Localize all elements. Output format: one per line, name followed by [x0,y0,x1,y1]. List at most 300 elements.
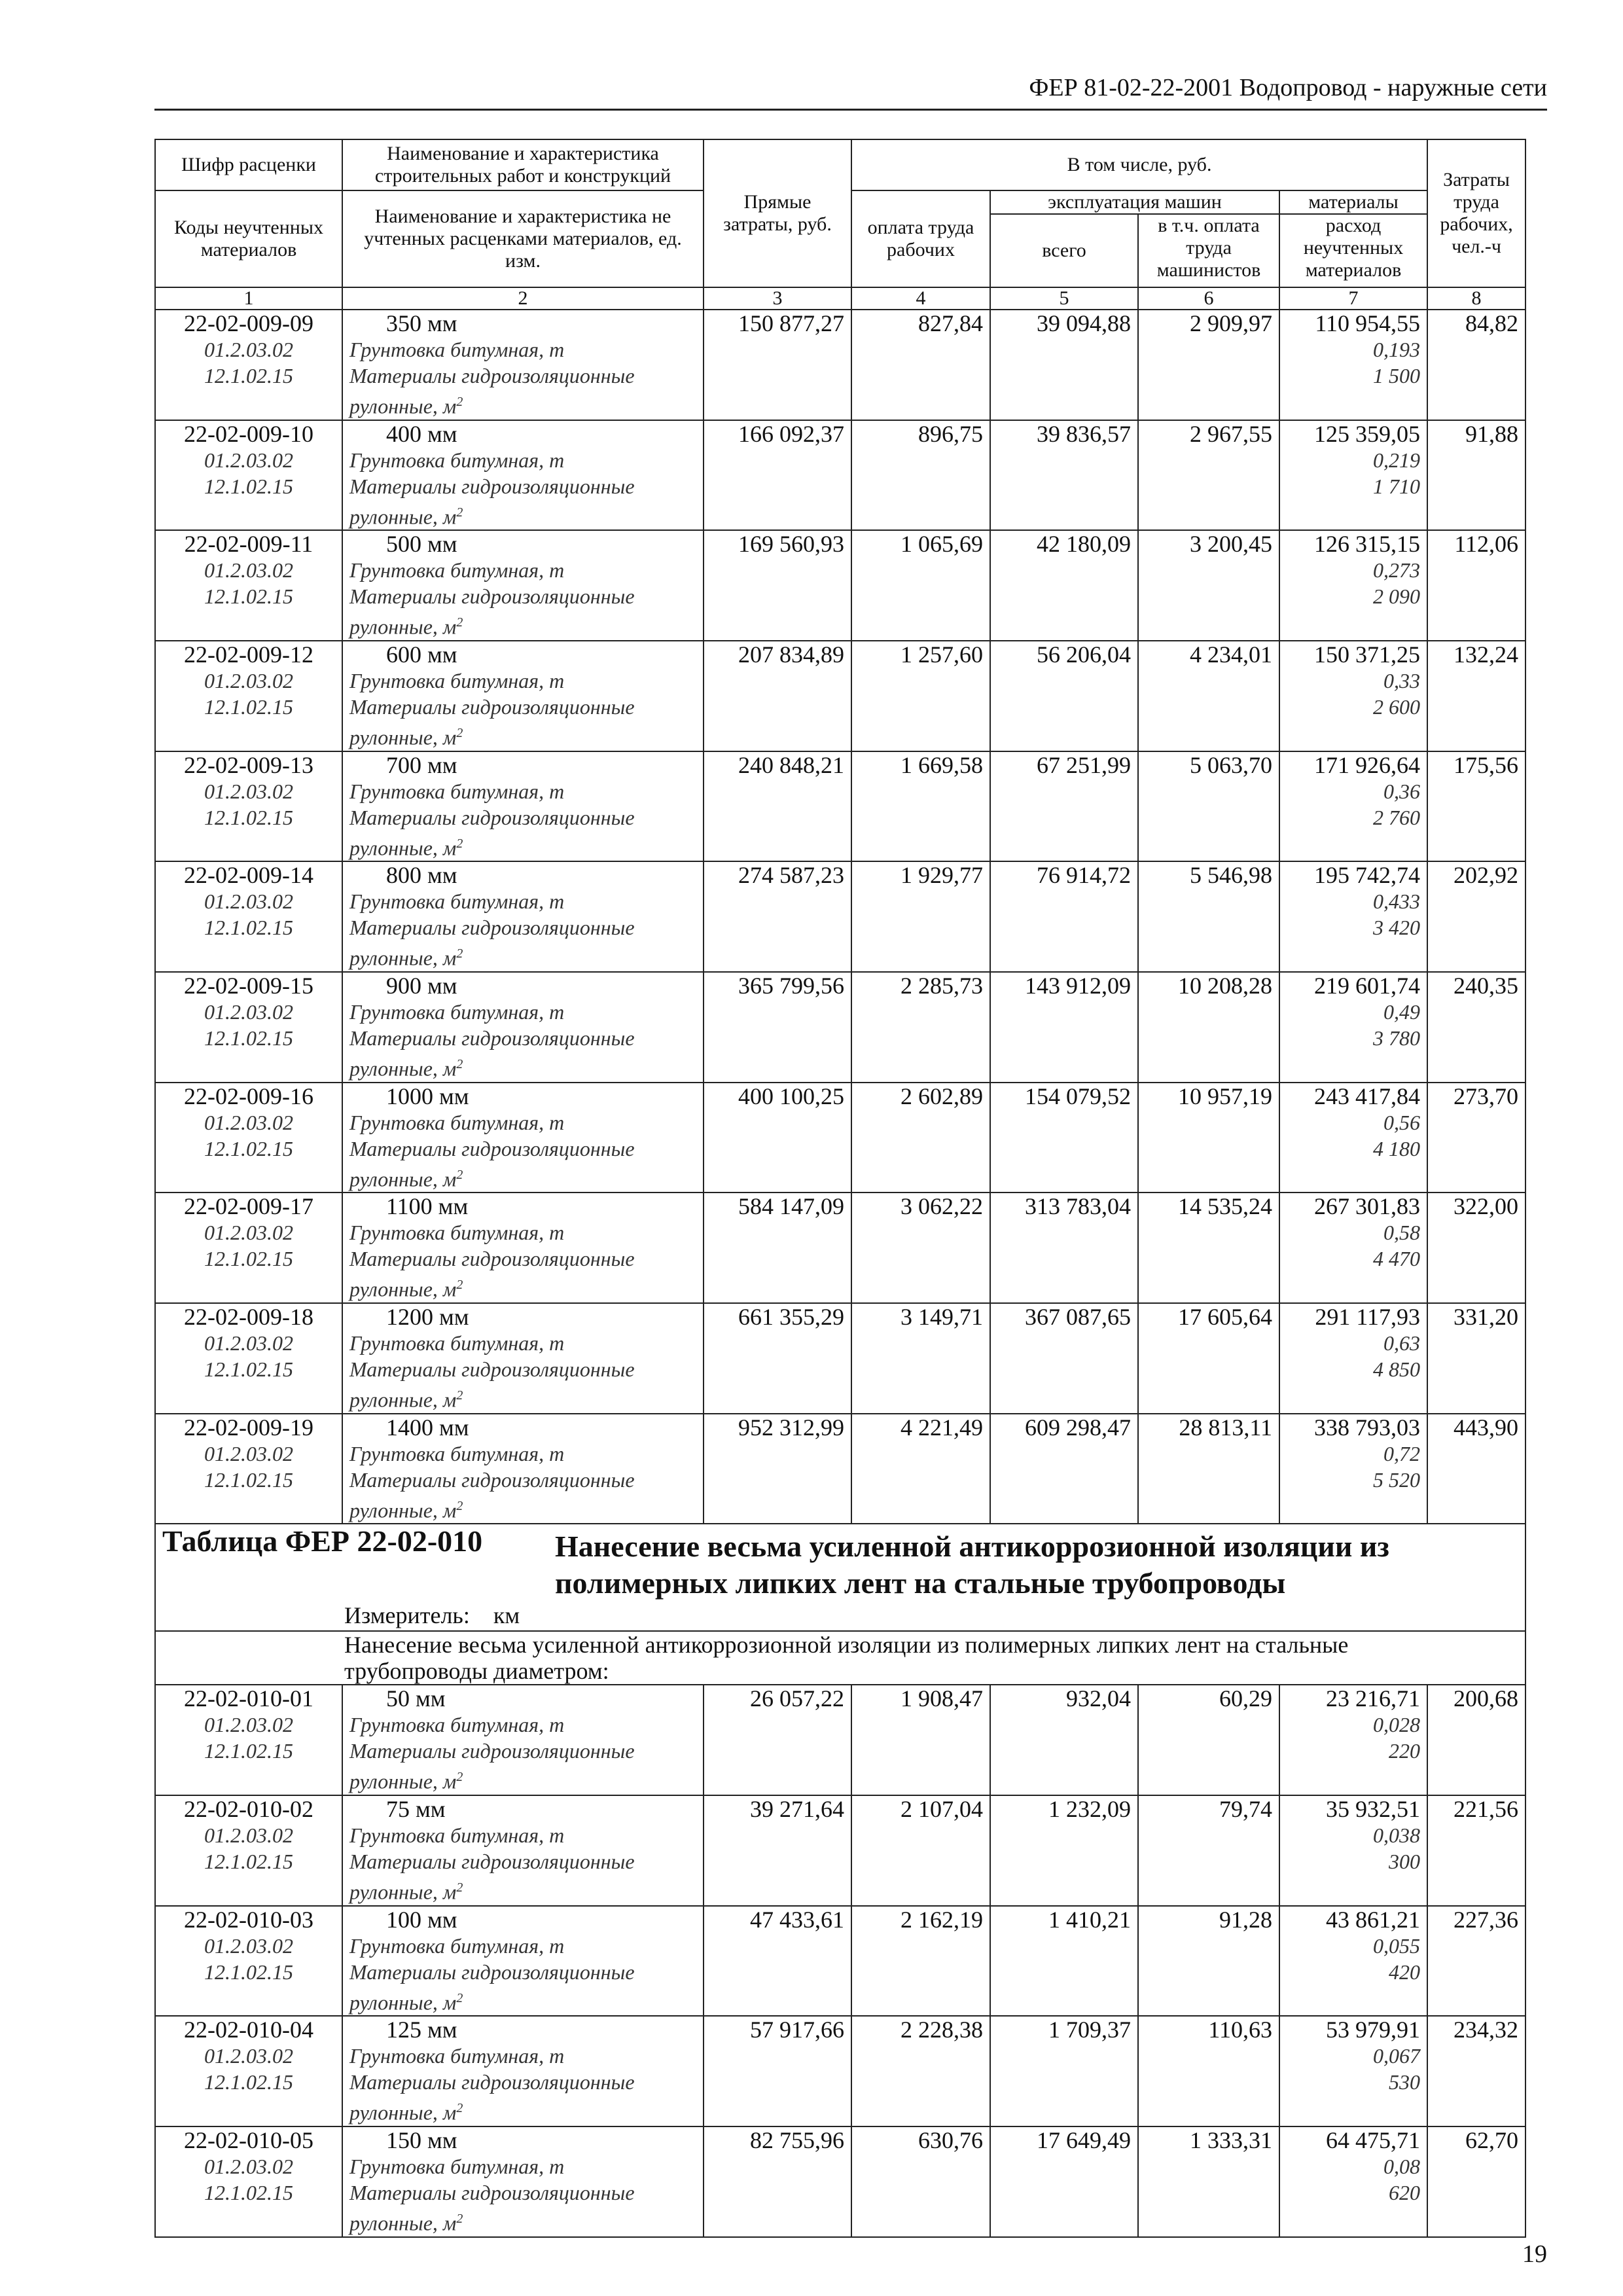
name-cell [342,972,704,1083]
pipe-diameter: 50 мм [386,1685,446,1712]
direct-costs: 952 312,99 [704,1414,851,1524]
bitumen-quantity: 0,36 [1383,779,1421,803]
materials-cost: 243 417,84 [1314,1083,1421,1109]
labor-hours: 322,00 [1427,1193,1525,1303]
table-row [155,530,1525,641]
roll-quantity: 1 500 [1373,364,1421,387]
machinists-pay: 5 546,98 [1138,861,1279,972]
machines-total: 39 094,88 [990,310,1138,420]
column-number: 4 [851,287,990,310]
materials-cell [1279,861,1427,972]
labor-pay: 1 669,58 [851,751,990,862]
code-cell [155,420,342,531]
material-name-unit: рулонные, $м^2$ [349,1769,463,1793]
machines-total: 39 836,57 [990,420,1138,531]
bitumen-quantity: 0,08 [1383,2154,1421,2178]
materials-cost: 338 793,03 [1314,1414,1421,1441]
material-name: Грунтовка битумная, т [349,558,565,583]
labor-hours: 227,36 [1427,1906,1525,2017]
name-cell [342,861,704,972]
material-name: Материалы гидроизоляционные [349,1136,635,1160]
page-number: 19 [1522,2240,1547,2268]
material-code: 12.1.02.15 [204,364,293,387]
table-row [155,2126,1525,2237]
roll-quantity: 420 [1389,1960,1421,1984]
materials-cost: 64 475,71 [1326,2126,1421,2153]
material-name: Материалы гидроизоляционные [349,364,635,387]
direct-costs: 365 799,56 [704,972,851,1083]
labor-hours: 175,56 [1427,751,1525,862]
material-name-unit: рулонные, $м^2$ [349,2100,463,2125]
material-name: Грунтовка битумная, т [349,1933,565,1958]
table-010-title-line2: полимерных липких лент на стальные трубопроводы [555,1566,1286,1600]
roll-quantity: 220 [1389,1739,1421,1763]
rate-code: 22-02-009-16 [184,1083,313,1109]
pipe-diameter: 400 мм [386,420,457,447]
materials-cost: 126 315,15 [1314,531,1421,558]
material-name: Материалы гидроизоляционные [349,1026,635,1050]
material-name: Материалы гидроизоляционные [349,916,635,940]
labor-pay: 2 285,73 [851,972,990,1083]
direct-costs: 274 587,23 [704,861,851,972]
pipe-diameter: 900 мм [386,972,457,999]
material-name-unit: рулонные, $м^2$ [349,1990,463,2015]
bitumen-quantity: 0,038 [1373,1823,1421,1847]
rate-code: 22-02-009-17 [184,1193,313,1220]
material-code: 01.2.03.02 [204,558,293,583]
material-code: 12.1.02.15 [204,1357,293,1381]
materials-cell [1279,1795,1427,1906]
machinists-pay: 5 063,70 [1138,751,1279,862]
header-materials-consumption: расход неучтенных материалов [1279,214,1427,287]
material-name: Грунтовка битумная, т [349,1823,565,1847]
header-code: Шифр расценки [155,139,342,190]
code-cell [155,1303,342,1414]
pipe-diameter: 150 мм [386,2126,457,2153]
roll-quantity: 3 420 [1373,916,1421,940]
labor-hours: 62,70 [1427,2126,1525,2237]
name-cell [342,310,704,420]
material-code: 12.1.02.15 [204,1026,293,1050]
machinists-pay: 60,29 [1138,1685,1279,1795]
name-cell [342,1685,704,1795]
material-code: 12.1.02.15 [204,694,293,719]
machines-total: 143 912,09 [990,972,1138,1083]
material-code: 12.1.02.15 [204,916,293,940]
bitumen-quantity: 0,33 [1383,668,1421,692]
table-row [155,1685,1525,1795]
labor-hours: 200,68 [1427,1685,1525,1795]
labor-hours: 234,32 [1427,2016,1525,2126]
pipe-diameter: 500 мм [386,531,457,558]
material-code: 12.1.02.15 [204,1960,293,1984]
machinists-pay: 2 909,97 [1138,310,1279,420]
material-name: Материалы гидроизоляционные [349,1247,635,1271]
labor-pay: 1 257,60 [851,641,990,751]
name-cell [342,2016,704,2126]
material-code: 01.2.03.02 [204,2154,293,2178]
labor-hours: 112,06 [1427,530,1525,641]
table-row [155,310,1525,420]
rate-code: 22-02-009-18 [184,1303,313,1330]
roll-quantity: 4 850 [1373,1357,1421,1381]
table-body-010 [155,1685,1525,2236]
direct-costs: 57 917,66 [704,2016,851,2126]
pipe-diameter: 75 мм [386,1795,446,1822]
header-direct-costs: Прямые затраты, руб. [704,139,851,287]
machines-total: 17 649,49 [990,2126,1138,2237]
table-010-description-line1: Нанесение весьма усиленной антикоррозионной изоляции из полимерных липких лент на стальные [344,1632,1349,1659]
rate-code: 22-02-009-14 [184,862,313,889]
materials-cost: 195 742,74 [1314,862,1421,889]
pipe-diameter: 700 мм [386,751,457,778]
table-row [155,641,1525,751]
machines-total: 56 206,04 [990,641,1138,751]
material-name-unit: рулонные, $м^2$ [349,1056,463,1081]
name-cell [342,1414,704,1524]
material-code: 01.2.03.02 [204,1933,293,1958]
material-name: Грунтовка битумная, т [349,999,565,1024]
materials-cost: 43 861,21 [1326,1906,1421,1933]
code-cell [155,972,342,1083]
material-code: 01.2.03.02 [204,1441,293,1465]
machines-total: 42 180,09 [990,530,1138,641]
header-labor: Затраты труда рабочих, чел.-ч [1427,139,1525,287]
roll-quantity: 620 [1389,2180,1421,2204]
material-name: Материалы гидроизоляционные [349,1739,635,1763]
material-code: 12.1.02.15 [204,584,293,609]
labor-pay: 896,75 [851,420,990,531]
machines-total: 609 298,47 [990,1414,1138,1524]
direct-costs: 150 877,27 [704,310,851,420]
labor-hours: 273,70 [1427,1083,1525,1193]
code-cell [155,1083,342,1193]
material-name: Материалы гидроизоляционные [349,2180,635,2204]
code-cell [155,2126,342,2237]
rate-code: 22-02-010-02 [184,1795,313,1822]
direct-costs: 661 355,29 [704,1303,851,1414]
labor-pay: 1 065,69 [851,530,990,641]
materials-cell [1279,641,1427,751]
materials-cell [1279,1303,1427,1414]
material-name: Грунтовка битумная, т [349,1441,565,1465]
header-machines-total: всего [990,214,1138,287]
rate-code: 22-02-009-13 [184,751,313,778]
labor-pay: 2 162,19 [851,1906,990,2017]
material-code: 01.2.03.02 [204,1823,293,1847]
material-code: 12.1.02.15 [204,2180,293,2204]
pipe-diameter: 800 мм [386,862,457,889]
roll-quantity: 3 780 [1373,1026,1421,1050]
materials-cost: 23 216,71 [1326,1685,1421,1712]
table-row [155,1303,1525,1414]
header-labor-pay: оплата труда рабочих [851,190,990,287]
material-name: Материалы гидроизоляционные [349,1960,635,1984]
table-row [155,1193,1525,1303]
direct-costs: 240 848,21 [704,751,851,862]
material-name-unit: рулонные, $м^2$ [349,1498,463,1522]
material-code: 12.1.02.15 [204,1739,293,1763]
machinists-pay: 79,74 [1138,1795,1279,1906]
name-cell [342,2126,704,2237]
material-name-unit: рулонные, $м^2$ [349,615,463,639]
pipe-diameter: 1200 мм [386,1303,469,1330]
material-code: 01.2.03.02 [204,1110,293,1134]
pipe-diameter: 600 мм [386,641,457,668]
code-cell [155,751,342,862]
machinists-pay: 110,63 [1138,2016,1279,2126]
materials-cost: 53 979,91 [1326,2017,1421,2043]
bitumen-quantity: 0,72 [1383,1441,1421,1465]
materials-cell [1279,2126,1427,2237]
materials-cost: 267 301,83 [1314,1193,1421,1220]
material-name-unit: рулонные, $м^2$ [349,836,463,860]
labor-pay: 2 602,89 [851,1083,990,1193]
pipe-diameter: 125 мм [386,2017,457,2043]
material-name: Грунтовка битумная, т [349,668,565,692]
material-code: 01.2.03.02 [204,1713,293,1737]
materials-cost: 35 932,51 [1326,1795,1421,1822]
machines-total: 313 783,04 [990,1193,1138,1303]
materials-cost: 150 371,25 [1314,641,1421,668]
header-material-codes: Коды неучтенных материалов [155,190,342,287]
rate-code: 22-02-009-19 [184,1414,313,1441]
name-cell [342,1906,704,2017]
bitumen-quantity: 0,58 [1383,1221,1421,1245]
bitumen-quantity: 0,56 [1383,1110,1421,1134]
material-name-unit: рулонные, $м^2$ [349,946,463,970]
name-cell [342,1193,704,1303]
name-cell [342,530,704,641]
material-name: Материалы гидроизоляционные [349,1357,635,1381]
code-cell [155,641,342,751]
direct-costs: 207 834,89 [704,641,851,751]
roll-quantity: 4 470 [1373,1247,1421,1271]
name-cell [342,1083,704,1193]
material-code: 01.2.03.02 [204,448,293,472]
bitumen-quantity: 0,433 [1373,889,1421,914]
materials-cell [1279,530,1427,641]
machinists-pay: 91,28 [1138,1906,1279,2017]
name-cell [342,641,704,751]
materials-cell [1279,2016,1427,2126]
material-name: Материалы гидроизоляционные [349,694,635,719]
materials-cost: 125 359,05 [1314,420,1421,447]
table-row [155,1414,1525,1524]
material-code: 01.2.03.02 [204,889,293,914]
roll-quantity: 5 520 [1373,1467,1421,1492]
labor-hours: 84,82 [1427,310,1525,420]
document-header: ФЕР 81-02-22-2001 Водопровод - наружные сети [1029,74,1547,101]
material-code: 01.2.03.02 [204,1221,293,1245]
bitumen-quantity: 0,273 [1373,558,1421,583]
material-name: Грунтовка битумная, т [349,779,565,803]
material-name: Грунтовка битумная, т [349,2044,565,2068]
rate-code: 22-02-010-05 [184,2126,313,2153]
machines-total: 932,04 [990,1685,1138,1795]
materials-cell [1279,1906,1427,2017]
machines-total: 1 410,21 [990,1906,1138,2017]
bitumen-quantity: 0,067 [1373,2044,1421,2068]
roll-quantity: 2 760 [1373,805,1421,829]
rate-code: 22-02-010-03 [184,1906,313,1933]
labor-hours: 221,56 [1427,1795,1525,1906]
material-code: 12.1.02.15 [204,474,293,498]
material-name-unit: рулонные, $м^2$ [349,1880,463,1904]
column-number: 5 [990,287,1138,310]
materials-cost: 291 117,93 [1315,1303,1421,1330]
column-number: 8 [1427,287,1525,310]
machinists-pay: 14 535,24 [1138,1193,1279,1303]
material-name: Материалы гидроизоляционные [349,474,635,498]
labor-pay: 2 107,04 [851,1795,990,1906]
material-name: Грунтовка битумная, т [349,1331,565,1355]
materials-cost: 110 954,55 [1315,310,1421,336]
rate-code: 22-02-010-01 [184,1685,313,1712]
name-cell [342,420,704,531]
material-name: Грунтовка битумная, т [349,2154,565,2178]
material-name: Грунтовка битумная, т [349,1713,565,1737]
code-cell [155,1414,342,1524]
pipe-diameter: 350 мм [386,310,457,336]
direct-costs: 82 755,96 [704,2126,851,2237]
machinists-pay: 3 200,45 [1138,530,1279,641]
labor-hours: 91,88 [1427,420,1525,531]
bitumen-quantity: 0,055 [1373,1933,1421,1958]
roll-quantity: 2 090 [1373,584,1421,609]
code-cell [155,530,342,641]
material-code: 01.2.03.02 [204,2044,293,2068]
machines-total: 1 232,09 [990,1795,1138,1906]
material-code: 01.2.03.02 [204,1331,293,1355]
table-row [155,1906,1525,2017]
material-name: Грунтовка битумная, т [349,448,565,472]
header-material-names: Наименование и характеристика не учтенных расценками материалов, ед. изм. [342,190,704,287]
table-010-heading [155,1524,1525,1685]
header-work-name: Наименование и характеристика строительных работ и конструкций [342,139,704,190]
labor-hours: 240,35 [1427,972,1525,1083]
materials-cost: 219 601,74 [1314,972,1421,999]
labor-hours: 331,20 [1427,1303,1525,1414]
table-row [155,1083,1525,1193]
materials-cell [1279,1083,1427,1193]
machinists-pay: 10 208,28 [1138,972,1279,1083]
material-code: 01.2.03.02 [204,338,293,361]
material-code: 12.1.02.15 [204,1849,293,1873]
materials-cost: 171 926,64 [1314,751,1421,778]
material-name: Материалы гидроизоляционные [349,2070,635,2094]
rate-code: 22-02-009-11 [184,531,313,558]
material-code: 12.1.02.15 [204,1247,293,1271]
material-name: Грунтовка битумная, т [349,338,565,361]
labor-pay: 2 228,38 [851,2016,990,2126]
direct-costs: 169 560,93 [704,530,851,641]
rate-code: 22-02-009-12 [184,641,313,668]
code-cell [155,861,342,972]
materials-cell [1279,751,1427,862]
direct-costs: 47 433,61 [704,1906,851,2017]
code-cell [155,1685,342,1795]
column-number: 1 [155,287,342,310]
material-code: 01.2.03.02 [204,779,293,803]
material-name-unit: рулонные, $м^2$ [349,1167,463,1191]
machinists-pay: 28 813,11 [1138,1414,1279,1524]
roll-quantity: 530 [1389,2070,1421,2094]
header-machines: эксплуатация машин [990,190,1279,214]
direct-costs: 166 092,37 [704,420,851,531]
column-number: 3 [704,287,851,310]
material-code: 12.1.02.15 [204,805,293,829]
measure-unit: км [493,1602,520,1629]
labor-pay: 4 221,49 [851,1414,990,1524]
material-name: Материалы гидроизоляционные [349,805,635,829]
material-name-unit: рулонные, $м^2$ [349,1388,463,1412]
bitumen-quantity: 0,49 [1383,999,1421,1024]
table-010-title-line1: Нанесение весьма усиленной антикоррозионной изоляции из [555,1530,1389,1564]
material-name: Материалы гидроизоляционные [349,1849,635,1873]
name-cell [342,1303,704,1414]
direct-costs: 400 100,25 [704,1083,851,1193]
material-name-unit: рулонные, $м^2$ [349,725,463,749]
materials-cell [1279,972,1427,1083]
direct-costs: 26 057,22 [704,1685,851,1795]
code-cell [155,1193,342,1303]
machines-total: 367 087,65 [990,1303,1138,1414]
labor-pay: 1 929,77 [851,861,990,972]
roll-quantity: 2 600 [1373,694,1421,719]
pipe-diameter: 1000 мм [386,1083,469,1109]
header-materials: материалы [1279,190,1427,214]
table-header [155,139,1525,310]
materials-cell [1279,310,1427,420]
machinists-pay: 2 967,55 [1138,420,1279,531]
machinists-pay: 10 957,19 [1138,1083,1279,1193]
table-row [155,420,1525,531]
table-body-009 [155,310,1525,1524]
table-row [155,972,1525,1083]
table-row [155,1795,1525,1906]
column-number: 2 [342,287,704,310]
material-code: 12.1.02.15 [204,2070,293,2094]
labor-pay: 1 908,47 [851,1685,990,1795]
rate-code: 22-02-010-04 [184,2017,313,2043]
rate-code: 22-02-009-10 [184,420,313,447]
name-cell [342,751,704,862]
header-including: В том числе, руб. [851,139,1427,190]
code-cell [155,310,342,420]
machines-total: 67 251,99 [990,751,1138,862]
materials-cell [1279,420,1427,531]
labor-hours: 443,90 [1427,1414,1525,1524]
material-code: 12.1.02.15 [204,1136,293,1160]
labor-hours: 132,24 [1427,641,1525,751]
column-number: 7 [1279,287,1427,310]
material-name-unit: рулонные, $м^2$ [349,2211,463,2235]
header-machinists-pay: в т.ч. оплата труда машинистов [1138,214,1279,287]
pipe-diameter: 1100 мм [386,1193,469,1220]
roll-quantity: 4 180 [1373,1136,1421,1160]
material-name: Грунтовка битумная, т [349,1221,565,1245]
rate-code: 22-02-009-09 [184,310,313,336]
material-name: Грунтовка битумная, т [349,1110,565,1134]
bitumen-quantity: 0,63 [1383,1331,1421,1355]
labor-hours: 202,92 [1427,861,1525,972]
machines-total: 1 709,37 [990,2016,1138,2126]
name-cell [342,1795,704,1906]
column-number: 6 [1138,287,1279,310]
direct-costs: 584 147,09 [704,1193,851,1303]
material-code: 12.1.02.15 [204,1467,293,1492]
